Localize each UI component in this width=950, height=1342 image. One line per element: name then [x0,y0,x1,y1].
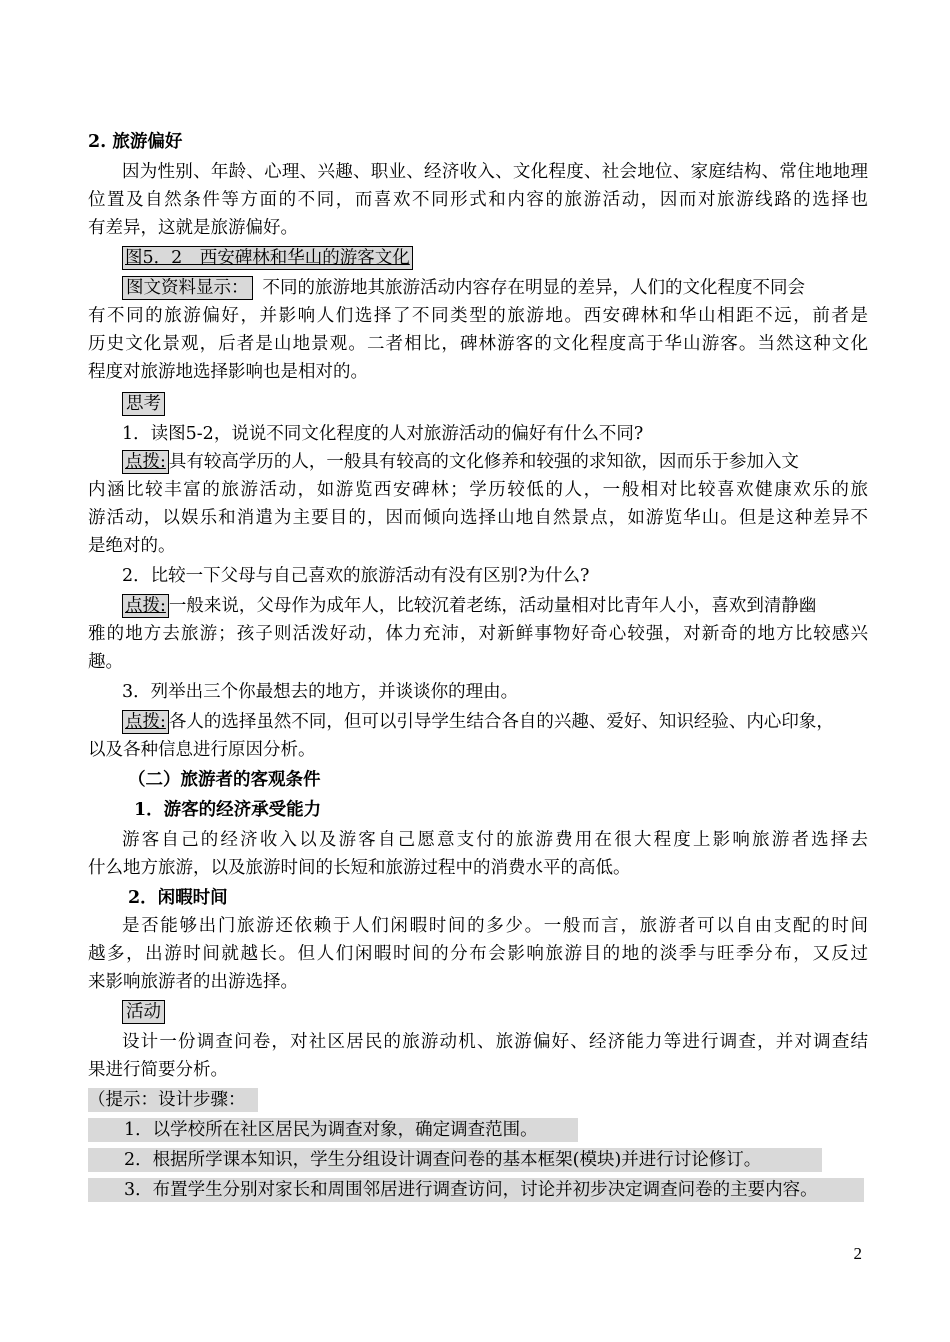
question-2: 2．比较一下父母与自己喜欢的旅游活动有没有区别?为什么? [122,566,590,586]
answer-3-line: 各人的选择虽然不同，但可以引导学生结合各自的兴趣、爱好、知识经验、内心印象， [168,712,834,732]
step-item: 1．以学校所在社区居民为调查对象，确定调查范围。 [124,1120,538,1140]
step-item: 3．布置学生分别对家长和周围邻居进行调查访问，讨论并初步决定调查问卷的主要内容。 [124,1180,818,1200]
paragraph-line: 因为性别、年龄、心理、兴趣、职业、经济收入、文化程度、社会地位、家庭结构、常住地地理 [122,162,868,182]
think-label: 思考 [122,392,165,416]
answer-2-line: 一般来说，父母作为成年人，比较沉着老练，活动量相对比青年人小，喜欢到清静幽 [168,596,817,616]
answer-2-first-row [122,592,868,620]
figure-label: 图文资料显示： [122,276,253,300]
step-shade [88,1148,822,1172]
tip-heading: （提示：设计步骤： [88,1090,246,1110]
think-label-row [122,390,868,418]
section-heading-travel-preference: 2. 旅游偏好 [88,132,183,152]
answer-1-line: 内涵比较丰富的旅游活动，如游览西安碑林；学历较低的人，一般相对比较喜欢健康欢乐的旅 [88,480,868,500]
paragraph-line: 游客自己的经济收入以及游客自己愿意支付的旅游费用在很大程度上影响旅游者选择去 [122,830,868,850]
subheading-economic-capacity: 1．游客的经济承受能力 [134,800,322,820]
activity-label: 活动 [122,1000,165,1024]
hint-label: 点拨: [122,594,169,618]
answer-2-line: 雅的地方去旅游；孩子则活泼好动，体力充沛，对新鲜事物好奇心较强，对新奇的地方比较感兴 [88,624,868,644]
figure-text-line: 历史文化景观，后者是山地景观。二者相比，碑林游客的文化程度高于华山游客。当然这种文化 [88,334,868,354]
answer-1-line: 是绝对的。 [88,536,176,556]
answer-2-line: 趣。 [88,652,123,672]
paragraph-line: 来影响旅游者的出游选择。 [88,972,298,992]
step-shade [88,1178,864,1202]
activity-text-line: 果进行简要分析。 [88,1060,228,1080]
paragraph-line: 什么地方旅游，以及旅游时间的长短和旅游过程中的消费水平的高低。 [88,858,631,878]
tip-heading-shade [88,1088,258,1112]
subheading-leisure-time: 2．闲暇时间 [128,888,228,908]
answer-1-line: 游活动，以娱乐和消遣为主要目的，因而倾向选择山地自然景点，如游览华山。但是这种差异不 [88,508,868,528]
answer-1-first-row [122,448,868,476]
figure-caption: 图5．2 西安碑林和华山的游客文化 [122,246,413,270]
step-shade [88,1118,578,1142]
question-1: 1．读图5-2，说说不同文化程度的人对旅游活动的偏好有什么不同? [122,424,644,444]
answer-1-line: 具有较高学历的人，一般具有较高的文化修养和较强的求知欲，因而乐于参加入文 [168,452,799,472]
paragraph-line: 越多，出游时间就越长。但人们闲暇时间的分布会影响旅游目的地的淡季与旺季分布，又反过 [88,944,868,964]
figure-text-first-row [122,274,868,302]
figure-caption-row [122,244,868,272]
paragraph-line: 是否能够出门旅游还依赖于人们闲暇时间的多少。一般而言，旅游者可以自由支配的时间 [122,916,868,936]
answer-3-first-row [122,708,868,736]
section-heading-objective-conditions: （二）旅游者的客观条件 [128,770,321,790]
step-item: 2．根据所学课本知识，学生分组设计调查问卷的基本框架(模块)并进行讨论修订。 [124,1150,762,1170]
hint-label: 点拨: [122,450,169,474]
figure-text-line: 程度对旅游地选择影响也是相对的。 [88,362,368,382]
figure-text-line: 有不同的旅游偏好，并影响人们选择了不同类型的旅游地。西安碑林和华山相距不远，前者是 [88,306,868,326]
paragraph-line: 有差异，这就是旅游偏好。 [88,218,298,238]
activity-label-row [122,998,868,1026]
answer-3-line: 以及各种信息进行原因分析。 [88,740,316,760]
question-3: 3．列举出三个你最想去的地方，并谈谈你的理由。 [122,682,519,702]
hint-label: 点拨: [122,710,169,734]
figure-text-line: 不同的旅游地其旅游活动内容存在明显的差异，人们的文化程度不同会 [262,278,805,298]
activity-text-line: 设计一份调查问卷，对社区居民的旅游动机、旅游偏好、经济能力等进行调查，并对调查结 [122,1032,868,1052]
paragraph-line: 位置及自然条件等方面的不同，而喜欢不同形式和内容的旅游活动，因而对旅游线路的选择也 [88,190,868,210]
page-number: 2 [853,1244,862,1263]
